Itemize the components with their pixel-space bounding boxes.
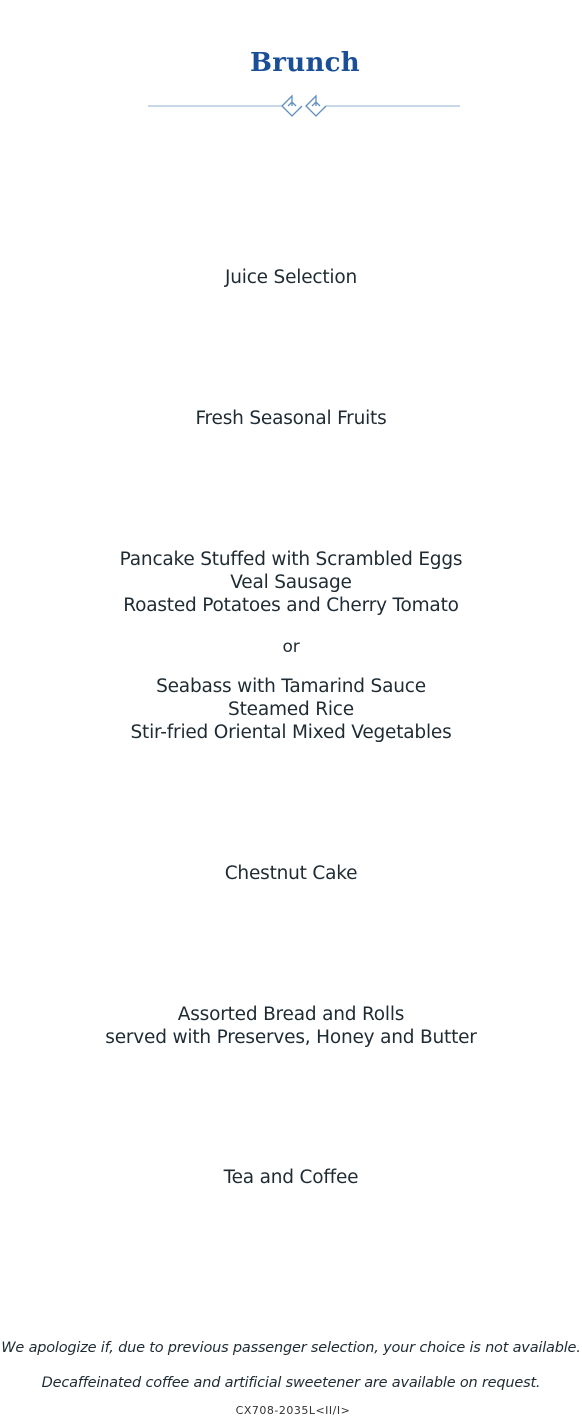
footer-note: Decaffeinated coffee and artificial sweetener are available on request. — [41, 1375, 541, 1391]
page-title: Brunch — [249, 48, 360, 78]
course-dessert: Chestnut Cake — [224, 863, 358, 884]
menu-line: Roasted Potatoes and Cherry Tomato — [123, 595, 459, 616]
course-juice: Juice Selection — [224, 267, 357, 288]
menu-line: Steamed Rice — [228, 699, 354, 720]
ornament-divider — [148, 90, 460, 122]
footer-apology: We apologize if, due to previous passenger selection, your choice is not available. — [1, 1340, 581, 1356]
menu-code: CX708-2035L<II/I> — [235, 1404, 351, 1417]
course-fruits: Fresh Seasonal Fruits — [195, 408, 387, 429]
or-separator: or — [282, 637, 300, 657]
menu-line: served with Preserves, Honey and Butter — [105, 1027, 477, 1048]
menu-line: Veal Sausage — [230, 572, 352, 593]
course-beverages: Tea and Coffee — [223, 1167, 359, 1188]
menu-line: Pancake Stuffed with Scrambled Eggs — [119, 549, 463, 570]
menu-line: Seabass with Tamarind Sauce — [156, 676, 426, 697]
menu-line: Assorted Bread and Rolls — [177, 1004, 405, 1025]
menu-line: Stir-fried Oriental Mixed Vegetables — [130, 722, 452, 743]
